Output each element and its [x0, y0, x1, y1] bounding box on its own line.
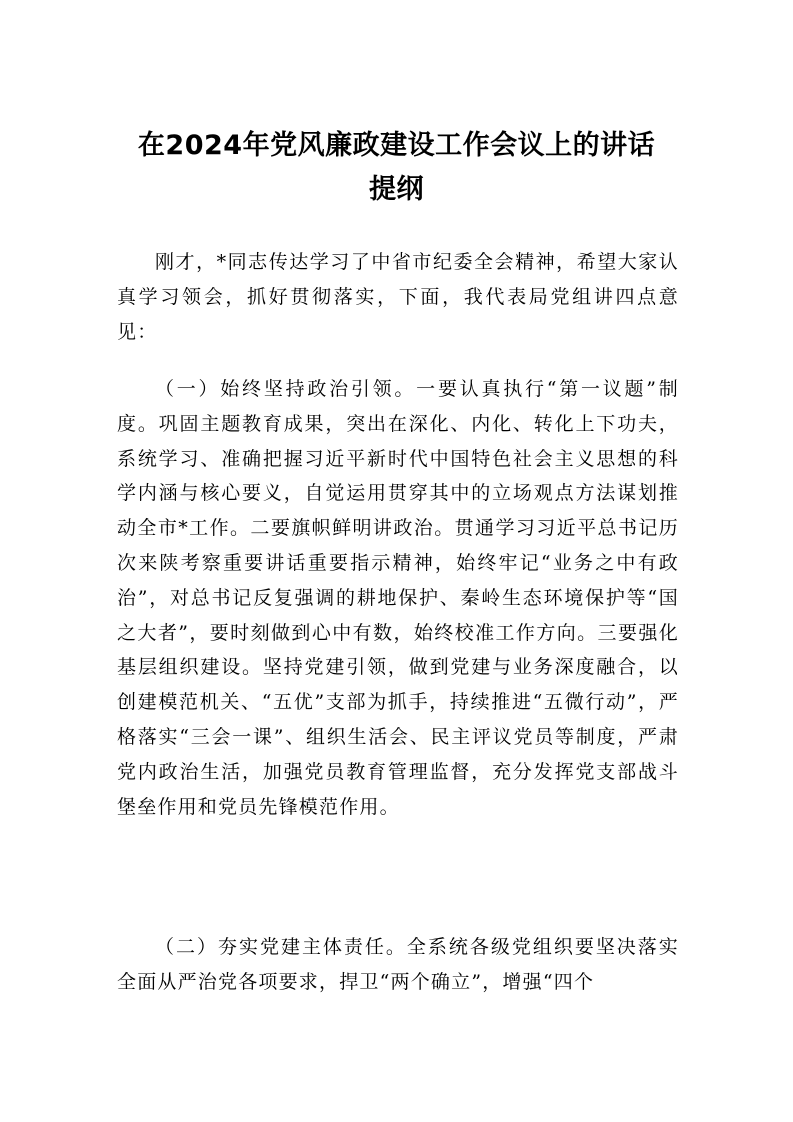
document-title-line-1: 在2024年党风廉政建设工作会议上的讲话 [137, 130, 656, 161]
paragraph-section-2: （二）夯实党建主体责任。全系统各级党组织要坚决落实全面从严治党各项要求，捍卫“两个确立”，增强“四个 [117, 936, 679, 993]
paragraph-intro: 刚才，*同志传达学习了中省市纪委全会精神，希望大家认真学习领会，抓好贯彻落实，下面，我代表局党组讲四点意见： [117, 251, 679, 343]
paragraph-section-1: （一）始终坚持政治引领。一要认真执行“第一议题”制度。巩固主题教育成果，突出在深化、内化、转化上下功夫，系统学习、准确把握习近平新时代中国特色社会主义思想的科学内涵与核心要义，自觉运用贯穿其中的立场观点方法谋划推动全市*工作。二要旗帜鲜明讲政治。贯通学习习近平总书记历次来陕考察重要讲话重要指示精神，始终牢记“业务之中有政治”，对总书记反复强调的耕地保护、秦岭生态环境保护等“国之大者”，要时刻做到心中有数，始终校准工作方向。三要强化基层组织建设。坚持党建引领，做到党建与业务深度融合，以创建模范机关、“五优”支部为抓手，持续推进“五微行动”，严格落实“三会一课”、组织生活会、民主评议党员等制度，严肃党内政治生活，加强党员教育管理监督，充分发挥党支部战斗堡垒作用和党员先锋模范作用。 [117, 378, 679, 818]
document-title-line-2: 提纲 [369, 174, 424, 205]
